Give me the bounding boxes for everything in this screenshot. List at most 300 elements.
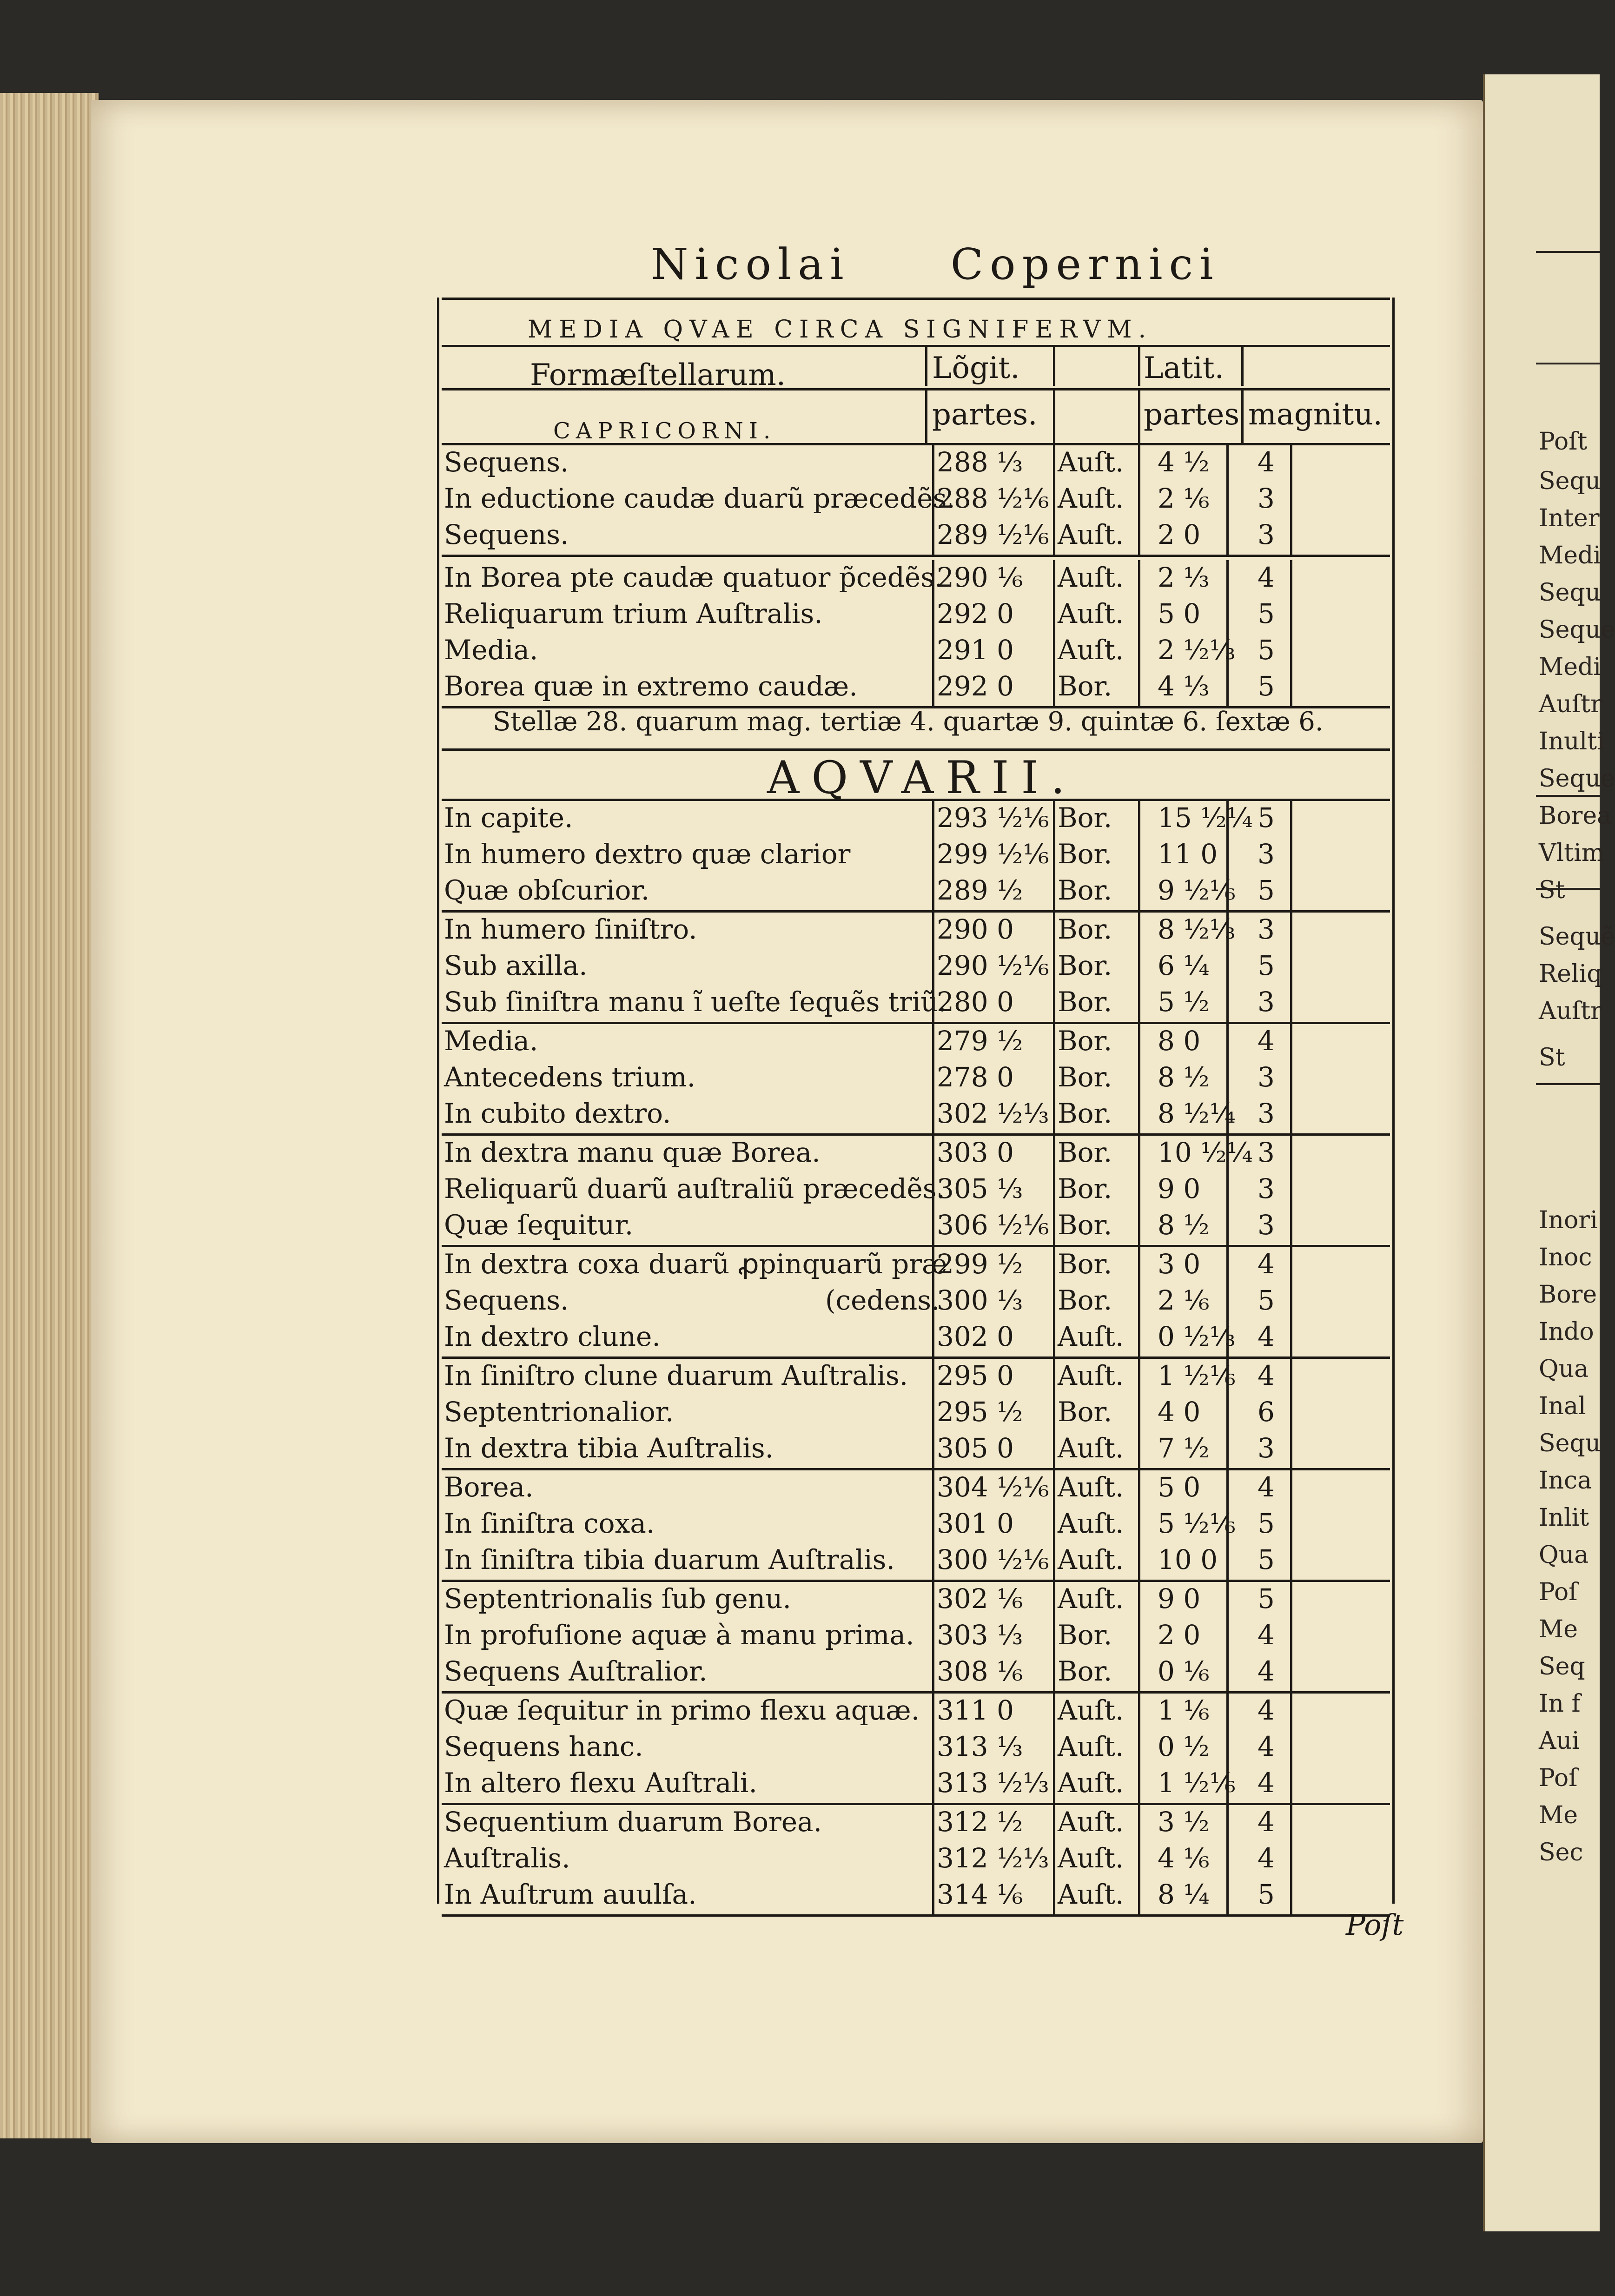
aquarii-magnitude: 4: [1258, 1471, 1275, 1503]
aquarii-latitude-direction: Bor.: [1058, 802, 1112, 834]
column-divider: [1138, 1470, 1140, 1580]
capricorni-star-name: Reliquarum trium Auſtralis.: [444, 598, 823, 629]
column-divider: [1053, 912, 1055, 1022]
aquarii-longitude: 278 0: [937, 1061, 1014, 1093]
aquarii-latitude-direction: Auſt.: [1058, 1544, 1124, 1575]
aquarii-latitude-direction: Auſt.: [1058, 1731, 1124, 1762]
aquarii-latitude: 8 ¼: [1158, 1879, 1210, 1910]
column-divider: [1290, 1024, 1292, 1133]
aquarii-magnitude: 3: [1258, 1209, 1275, 1241]
facing-page-snippet: Sequ: [1539, 1429, 1601, 1457]
aquarii-latitude: 0 ⅙: [1158, 1655, 1210, 1687]
aquarii-star-name: Septentrionalis ſub genu.: [444, 1583, 791, 1614]
column-divider: [1138, 801, 1140, 910]
aquarii-latitude-direction: Auſt.: [1058, 1360, 1124, 1391]
column-divider: [1053, 801, 1055, 910]
aquarii-longitude: 279 ½: [937, 1025, 1023, 1057]
column-divider: [932, 1247, 934, 1356]
header-magnitu: magnitu.: [1248, 397, 1383, 432]
facing-page-rule: [1536, 795, 1600, 797]
aquarii-latitude-direction: Auſt.: [1058, 1432, 1124, 1464]
header-divider: [925, 345, 927, 386]
aquarii-magnitude: 4: [1258, 1694, 1275, 1726]
aquarii-longitude: 299 ½: [937, 1248, 1023, 1280]
aquarii-magnitude: 3: [1258, 1432, 1275, 1464]
aquarii-longitude: 280 0: [937, 986, 1014, 1018]
capricorni-latitude: 2 0: [1158, 519, 1201, 550]
aquarii-magnitude: 5: [1258, 874, 1275, 906]
facing-page-snippet: Seque: [1539, 616, 1615, 644]
aquarii-latitude: 10 0: [1158, 1544, 1218, 1575]
aquarii-longitude: 290 0: [937, 913, 1014, 945]
aquarii-latitude-direction: Auſt.: [1058, 1767, 1124, 1799]
capricorni-star-name: Sequens.: [444, 446, 569, 478]
aquarii-longitude: 305 0: [937, 1432, 1014, 1464]
aquarii-longitude: 295 ½: [937, 1396, 1023, 1428]
aquarii-magnitude: 3: [1258, 1173, 1275, 1204]
capricorni-star-name: Media.: [444, 634, 538, 666]
aquarii-latitude: 1 ⅙: [1158, 1694, 1210, 1726]
aquarii-longitude: 301 0: [937, 1508, 1014, 1539]
column-divider: [1226, 801, 1229, 910]
aquarii-latitude: 5 0: [1158, 1471, 1201, 1503]
aquarii-latitude: 7 ½: [1158, 1432, 1210, 1464]
aquarii-latitude-direction: Bor.: [1058, 1137, 1112, 1168]
facing-page-snippet: Aui: [1539, 1727, 1580, 1755]
aquarii-latitude: 8 ½: [1158, 1061, 1210, 1093]
aquarii-magnitude: 6: [1258, 1396, 1275, 1428]
column-divider: [1290, 445, 1292, 555]
capricorni-longitude: 290 ⅙: [937, 562, 1023, 593]
column-divider: [932, 1805, 934, 1914]
column-divider: [1053, 1024, 1055, 1133]
capricorni-star-name: Sequens.: [444, 519, 569, 550]
facing-page-snippet: Me: [1539, 1801, 1578, 1829]
column-divider: [932, 1135, 934, 1245]
column-divider: [1226, 1581, 1229, 1691]
column-divider: [1053, 445, 1055, 555]
aquarii-latitude-direction: Bor.: [1058, 1619, 1112, 1651]
group-rule: [442, 1803, 1390, 1805]
capricorni-latitude-direction: Auſt.: [1058, 598, 1124, 629]
header-partes-longit: partes.: [932, 397, 1038, 432]
facing-page-snippet: Inulti: [1539, 728, 1605, 755]
group-rule: [442, 1691, 1390, 1694]
aquarii-longitude: 290 ½⅙: [937, 950, 1049, 981]
facing-page-snippet: Inca: [1539, 1467, 1592, 1495]
facing-page-snippet: Medi: [1539, 542, 1601, 569]
column-divider: [1290, 1693, 1292, 1803]
column-divider: [1138, 912, 1140, 1022]
aquarii-magnitude: 3: [1258, 1061, 1275, 1093]
facing-page-snippet: Inoc: [1539, 1244, 1592, 1271]
aquarii-star-name: Sub ſiniſtra manu ĩ ueſte ſequẽs triũ.: [444, 986, 947, 1018]
section-rule: [442, 799, 1390, 801]
header-rule: [442, 388, 1390, 390]
aquarii-star-name: Reliquarũ duarũ auſtraliũ præcedẽs.: [444, 1173, 945, 1204]
aquarii-longitude: 313 ½⅓: [937, 1767, 1049, 1799]
capricorni-magnitude: 5: [1258, 598, 1275, 629]
section-rule: [442, 748, 1390, 751]
facing-page-snippet: Inlit: [1539, 1504, 1589, 1532]
aquarii-star-name: Borea.: [444, 1471, 534, 1503]
table-top-rule: [442, 298, 1390, 300]
column-divider: [1138, 1358, 1140, 1468]
column-divider: [932, 560, 934, 706]
aquarii-latitude-direction: Bor.: [1058, 838, 1112, 870]
aquarii-magnitude: 3: [1258, 913, 1275, 945]
facing-page-snippet: Sequ: [1539, 467, 1601, 495]
column-divider: [1138, 1247, 1140, 1356]
aquarii-latitude: 1 ½⅙: [1158, 1767, 1236, 1799]
aquarii-latitude-direction: Bor.: [1058, 1173, 1112, 1204]
aquarii-longitude: 313 ⅓: [937, 1731, 1023, 1762]
column-divider: [1226, 1805, 1229, 1914]
aquarii-longitude: 302 ½⅓: [937, 1098, 1049, 1129]
aquarii-star-name: In cubito dextro.: [444, 1098, 671, 1129]
group-rule: [442, 1022, 1390, 1024]
aquarii-latitude-direction: Auſt.: [1058, 1321, 1124, 1352]
aquarii-latitude: 2 ⅙: [1158, 1284, 1210, 1316]
aquarii-star-name: In Auſtrum auulſa.: [444, 1879, 697, 1910]
facing-page-rule: [1536, 363, 1600, 364]
group-rule: [442, 1133, 1390, 1136]
capricorni-latitude: 4 ⅓: [1158, 670, 1210, 702]
aquarii-magnitude: 3: [1258, 1137, 1275, 1168]
column-divider: [1290, 1470, 1292, 1580]
aquarii-star-name: In capite.: [444, 802, 573, 834]
group-rule: [442, 1580, 1390, 1582]
aquarii-magnitude: 5: [1258, 1879, 1275, 1910]
column-divider: [1290, 1247, 1292, 1356]
aquarii-latitude: 0 ½: [1158, 1731, 1210, 1762]
column-divider: [1226, 1247, 1229, 1356]
aquarii-star-name: In dextra manu quæ Borea.: [444, 1137, 821, 1168]
facing-page-snippet: Seq: [1539, 1653, 1585, 1681]
column-divider: [932, 1693, 934, 1803]
capricorni-star-name: In eductione caudæ duarũ præcedẽs.: [444, 483, 955, 514]
running-head-first: Nicolai: [651, 239, 850, 289]
stellae-summary: Stellæ 28. quarum mag. tertiæ 4. quartæ 9. quintæ 6. ſextæ 6.: [493, 707, 1324, 737]
catchword: Poſt: [1346, 1908, 1404, 1942]
facing-page-fragment: [1483, 74, 1615, 2231]
aquarii-latitude: 8 ½⅓: [1158, 913, 1236, 945]
aquarii-star-name: Sequens.: [444, 1284, 569, 1316]
capricorni-latitude-direction: Bor.: [1058, 670, 1112, 702]
capricorni-magnitude: 5: [1258, 634, 1275, 666]
facing-page-snippet: Me: [1539, 1615, 1578, 1643]
group-rule: [442, 1356, 1390, 1359]
column-divider: [1290, 1581, 1292, 1691]
aquarii-star-name: Quæ obſcurior.: [444, 874, 650, 906]
header-divider: [1138, 388, 1140, 444]
aquarii-star-name: Septentrionalior.: [444, 1396, 674, 1428]
capricorni-latitude: 2 ⅓: [1158, 562, 1210, 593]
column-divider: [1226, 1693, 1229, 1803]
column-divider: [1226, 1135, 1229, 1245]
aquarii-magnitude: 5: [1258, 1544, 1275, 1575]
aquarii-star-name: Media.: [444, 1025, 538, 1057]
aquarii-star-name: In humero ſiniſtro.: [444, 913, 697, 945]
column-divider: [1053, 1805, 1055, 1914]
aquarii-latitude-direction: Bor.: [1058, 1655, 1112, 1687]
aquarii-star-name: Sequens hanc.: [444, 1731, 643, 1762]
column-divider: [932, 1358, 934, 1468]
capricorni-magnitude: 5: [1258, 670, 1275, 702]
aquarii-magnitude: 5: [1258, 950, 1275, 981]
header-longit: Lõgit.: [932, 351, 1020, 385]
aquarii-magnitude: 3: [1258, 1098, 1275, 1129]
aquarii-latitude-direction: Bor.: [1058, 1248, 1112, 1280]
aquarii-latitude-direction: Bor.: [1058, 874, 1112, 906]
aquarii-star-name: In ſiniſtra tibia duarum Auſtralis.: [444, 1544, 895, 1575]
column-divider: [1290, 912, 1292, 1022]
capricorni-latitude-direction: Auſt.: [1058, 519, 1124, 550]
aquarii-magnitude: 4: [1258, 1767, 1275, 1799]
facing-page-snippet: Medi: [1539, 653, 1601, 681]
aquarii-latitude-direction: Bor.: [1058, 1061, 1112, 1093]
aquarii-longitude: 306 ½⅙: [937, 1209, 1049, 1241]
aquarii-longitude: 293 ½⅙: [937, 802, 1049, 834]
facing-page-snippet: Reliq: [1539, 960, 1602, 988]
group-rule: [442, 1914, 1390, 1917]
column-divider: [1226, 1024, 1229, 1133]
aquarii-latitude: 9 0: [1158, 1583, 1201, 1614]
aquarii-star-name: In dextra coxa duarũ ꝓpinquarũ præ: [444, 1248, 947, 1280]
column-divider: [1290, 801, 1292, 910]
facing-page-snippet: Qua: [1539, 1541, 1589, 1569]
column-divider: [1226, 1358, 1229, 1468]
group-rule: [442, 910, 1390, 913]
aquarii-latitude: 9 0: [1158, 1173, 1201, 1204]
capricorni-longitude: 292 0: [937, 598, 1014, 629]
aquarii-longitude: 300 ½⅙: [937, 1544, 1049, 1575]
aquarii-latitude: 2 0: [1158, 1619, 1201, 1651]
aquarii-longitude: 308 ⅙: [937, 1655, 1023, 1687]
facing-page-snippet: Borea: [1539, 802, 1612, 830]
facing-page-snippet: Inal: [1539, 1392, 1586, 1420]
aquarii-longitude: 295 0: [937, 1360, 1014, 1391]
capricorni-magnitude: 3: [1258, 519, 1275, 550]
facing-page-snippet: Auſtr: [1539, 690, 1602, 718]
facing-page-snippet: Qua: [1539, 1355, 1589, 1383]
column-divider: [1290, 1358, 1292, 1468]
facing-page-snippet: Poſ: [1539, 1578, 1578, 1606]
capricorni-latitude: 2 ⅙: [1158, 483, 1210, 514]
aquarii-latitude-direction: Auſt.: [1058, 1806, 1124, 1838]
facing-page-snippet: Sequ: [1539, 579, 1601, 607]
aquarii-magnitude: 4: [1258, 1731, 1275, 1762]
column-divider: [932, 1024, 934, 1133]
aquarii-latitude: 3 ½: [1158, 1806, 1210, 1838]
facing-page-snippet: Poſt: [1539, 428, 1588, 456]
capricorni-longitude: 289 ½⅙: [937, 519, 1049, 550]
column-divider: [1226, 560, 1229, 706]
aquarii-latitude-direction: Bor.: [1058, 1396, 1112, 1428]
aquarii-magnitude: 5: [1258, 802, 1275, 834]
aquarii-latitude-direction: Auſt.: [1058, 1879, 1124, 1910]
aquarii-longitude: 304 ½⅙: [937, 1471, 1049, 1503]
capricorni-magnitude: 4: [1258, 562, 1275, 593]
capricorni-latitude-direction: Auſt.: [1058, 446, 1124, 478]
aquarii-longitude: 305 ⅓: [937, 1173, 1023, 1204]
aquarii-magnitude: 4: [1258, 1842, 1275, 1874]
facing-page-rule: [1536, 251, 1600, 253]
aquarii-magnitude: 5: [1258, 1583, 1275, 1614]
column-divider: [1226, 1470, 1229, 1580]
facing-page-snippet: Inter: [1539, 504, 1600, 532]
header-divider: [1053, 345, 1055, 386]
aquarii-latitude: 4 0: [1158, 1396, 1201, 1428]
aquarii-latitude-direction: Bor.: [1058, 1284, 1112, 1316]
capricorni-longitude: 292 0: [937, 670, 1014, 702]
column-divider: [932, 1470, 934, 1580]
aquarii-latitude-direction: Auſt.: [1058, 1583, 1124, 1614]
facing-page-snippet: Auſtr: [1539, 997, 1602, 1025]
facing-page-snippet: St: [1539, 1044, 1565, 1072]
capricorni-latitude: 4 ½: [1158, 446, 1210, 478]
aquarii-latitude-direction: Bor.: [1058, 950, 1112, 981]
aquarii-star-name: In altero flexu Auſtrali.: [444, 1767, 757, 1799]
header-forma: Formæſtellarum.: [530, 358, 786, 392]
aquarii-star-name: In dextra tibia Auſtralis.: [444, 1432, 774, 1464]
aquarii-label: AQVARII.: [767, 752, 1077, 804]
running-head-second: Copernici: [950, 239, 1220, 289]
aquarii-star-name: Sequens Auſtralior.: [444, 1655, 708, 1687]
aquarii-longitude: 312 ½: [937, 1806, 1023, 1838]
aquarii-latitude-direction: Auſt.: [1058, 1842, 1124, 1874]
table-title: MEDIA QVAE CIRCA SIGNIFERVM.: [528, 316, 1152, 344]
aquarii-latitude: 8 0: [1158, 1025, 1201, 1057]
column-divider: [1290, 1135, 1292, 1245]
column-divider: [932, 445, 934, 555]
facing-page-snippet: St: [1539, 876, 1565, 904]
header-divider: [1053, 388, 1055, 444]
column-divider: [932, 912, 934, 1022]
aquarii-latitude: 4 ⅙: [1158, 1842, 1210, 1874]
header-divider: [1241, 388, 1244, 444]
aquarii-magnitude: 4: [1258, 1025, 1275, 1057]
aquarii-star-name: Antecedens trium.: [444, 1061, 696, 1093]
column-divider: [1226, 445, 1229, 555]
column-divider: [1053, 1247, 1055, 1356]
facing-page-snippet: Sec: [1539, 1839, 1583, 1866]
capricorni-label: CAPRICORNI.: [553, 418, 776, 444]
column-divider: [1053, 1358, 1055, 1468]
book-page-edges: [0, 93, 99, 2138]
aquarii-longitude: 311 0: [937, 1694, 1014, 1726]
facing-page-snippet: Vltim: [1539, 839, 1605, 867]
aquarii-longitude: 302 ⅙: [937, 1583, 1023, 1614]
column-divider: [1138, 1024, 1140, 1133]
header-latit: Latit.: [1144, 351, 1224, 385]
aquarii-longitude: 312 ½⅓: [937, 1842, 1049, 1874]
aquarii-star-name: Sub axilla.: [444, 950, 588, 981]
aquarii-latitude-direction: Bor.: [1058, 913, 1112, 945]
capricorni-latitude: 5 0: [1158, 598, 1201, 629]
column-divider: [932, 1581, 934, 1691]
header-partes-latit: partes: [1144, 397, 1240, 432]
aquarii-longitude: 302 0: [937, 1321, 1014, 1352]
aquarii-latitude: 9 ½⅙: [1158, 874, 1236, 906]
aquarii-latitude: 11 0: [1158, 838, 1218, 870]
column-divider: [1138, 1581, 1140, 1691]
aquarii-magnitude: 3: [1258, 986, 1275, 1018]
header-rule: [442, 345, 1390, 347]
aquarii-magnitude: 4: [1258, 1806, 1275, 1838]
capricorni-longitude: 288 ½⅙: [937, 483, 1049, 514]
column-divider: [1053, 560, 1055, 706]
column-divider: [1290, 1805, 1292, 1914]
column-divider: [1138, 1135, 1140, 1245]
aquarii-latitude: 8 ½¼: [1158, 1098, 1236, 1129]
capricorni-longitude: 288 ⅓: [937, 446, 1023, 478]
aquarii-latitude: 15 ½¼: [1158, 802, 1253, 834]
capricorni-latitude-direction: Auſt.: [1058, 634, 1124, 666]
aquarii-star-name: Auſtralis.: [444, 1842, 570, 1874]
aquarii-longitude: 303 0: [937, 1137, 1014, 1168]
aquarii-latitude: 0 ½⅓: [1158, 1321, 1236, 1352]
capricorni-latitude-direction: Auſt.: [1058, 562, 1124, 593]
facing-page-snippet: Sequẽ: [1539, 923, 1615, 951]
aquarii-magnitude: 5: [1258, 1508, 1275, 1539]
capricorni-magnitude: 4: [1258, 446, 1275, 478]
aquarii-latitude-direction: Bor.: [1058, 1098, 1112, 1129]
aquarii-latitude: 5 ½⅙: [1158, 1508, 1236, 1539]
aquarii-star-name: In profuſione aquæ à manu prima.: [444, 1619, 914, 1651]
aquarii-latitude-direction: Bor.: [1058, 1025, 1112, 1057]
capricorni-latitude-direction: Auſt.: [1058, 483, 1124, 514]
aquarii-longitude: 314 ⅙: [937, 1879, 1023, 1910]
facing-page-snippet: In f: [1539, 1690, 1581, 1718]
column-divider: [1053, 1693, 1055, 1803]
capricorni-star-name: In Borea pte caudæ quatuor p̃cedẽs.: [444, 562, 943, 593]
aquarii-latitude-direction: Bor.: [1058, 986, 1112, 1018]
column-divider: [1226, 912, 1229, 1022]
column-divider: [1053, 1135, 1055, 1245]
aquarii-star-name: Sequentium duarum Borea.: [444, 1806, 822, 1838]
aquarii-longitude: 300 ⅓: [937, 1284, 1023, 1316]
capricorni-star-name: Borea quæ in extremo caudæ.: [444, 670, 858, 702]
column-divider: [1053, 1470, 1055, 1580]
aquarii-star-name: In dextro clune.: [444, 1321, 661, 1352]
aquarii-magnitude: 4: [1258, 1360, 1275, 1391]
column-divider: [1138, 1805, 1140, 1914]
aquarii-star-name: Quæ ſequitur in primo flexu aquæ.: [444, 1694, 920, 1726]
aquarii-latitude-direction: Auſt.: [1058, 1694, 1124, 1726]
aquarii-latitude: 10 ½¼: [1158, 1137, 1253, 1168]
group-rule: [442, 1245, 1390, 1247]
facing-page-snippet: Seque: [1539, 765, 1615, 793]
capricorni-latitude: 2 ½⅓: [1158, 634, 1236, 666]
facing-page-snippet: Indo: [1539, 1318, 1594, 1346]
aquarii-star-name: In ſiniſtra coxa.: [444, 1508, 655, 1539]
running-head: [651, 239, 1220, 289]
aquarii-magnitude: 4: [1258, 1655, 1275, 1687]
aquarii-star-name: Quæ ſequitur.: [444, 1209, 634, 1241]
aquarii-star-name: In humero dextro quæ clarior: [444, 838, 851, 870]
header-bottom-rule: [442, 443, 1390, 445]
facing-page-rule: [1536, 1083, 1600, 1085]
aquarii-longitude: 299 ½⅙: [937, 838, 1049, 870]
aquarii-magnitude: 4: [1258, 1619, 1275, 1651]
aquarii-magnitude: 3: [1258, 838, 1275, 870]
column-divider: [1138, 1693, 1140, 1803]
column-divider: [932, 801, 934, 910]
facing-page-snippet: Poſ: [1539, 1764, 1578, 1792]
aquarii-longitude: 303 ⅓: [937, 1619, 1023, 1651]
aquarii-latitude: 3 0: [1158, 1248, 1201, 1280]
